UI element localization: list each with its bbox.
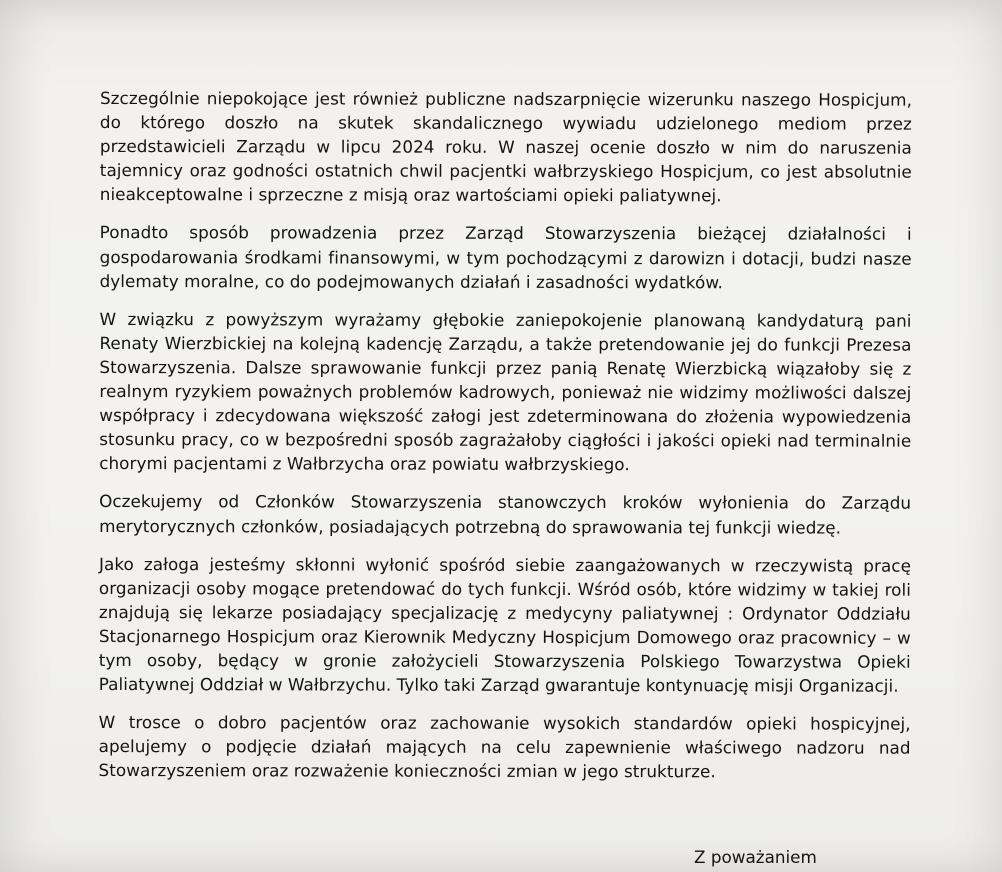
paragraph-finances: Ponadto sposób prowadzenia przez Zarząd Stowarzyszenia bieżącej działalności i gospodarowania środkami finansowymi, w tym pochodzącymi z darowizn i dotacji, budzi nasze dylematy moralne, co do podejmowanych działań i zasadności wydatków.: [99, 222, 912, 292]
paragraph-candidacy-concern: W związku z powyższym wyrażamy głębokie zaniepokojenie planowaną kandydaturą pani Renaty Wierzbickiej na kolejną kadencję Zarządu, a także pretendowanie jej do funkcji Prezesa Stowarzyszenia. Dalsze sprawowanie funkcji przez panią Renatę Wierzbicką wiązałoby się z realnym ryzykiem poważnych problemów kadrowych, ponieważ nie widzimy możliwości dalszej współpracy i zdecydowana większość załogi jest zdeterminowana do złożenia wypowiedzenia stosunku pracy, co w bezpośredni sposób zagrażałoby ciągłości i jakości opieki nad terminalnie chorymi pacjentami z Wałbrzycha oraz powiatu wałbrzyskiego.: [99, 308, 912, 475]
paragraph-appeal: W trosce o dobro pacjentów oraz zachowanie wysokich standardów opieki hospicyjnej, apelujemy o podjęcie działań mających na celu zapewnienie właściwego nadzoru nad Stowarzyszeniem oraz rozważenie konieczności zmian w jego strukturze.: [98, 712, 911, 782]
paragraph-public-image: Szczególnie niepokojące jest również publiczne nadszarpnięcie wizerunku naszego Hospicjum, do którego doszło na skutek skandalicznego wywiadu udzielonego mediom przez przedstawicieli Zarządu w lipcu 2024 roku. W naszej ocenie doszło w nim do naruszenia tajemnicy oraz godności ostatnich chwil pacjentki wałbrzyskiego Hospicjum, co jest absolutnie nieakceptowalne i sprzeczne z misją oraz wartościami opieki paliatywnej.: [99, 87, 912, 206]
letter-body: [99, 86, 912, 784]
closing-salutation: Z poważaniem: [694, 847, 817, 867]
paragraph-expectations: Oczekujemy od Członków Stowarzyszenia stanowczych kroków wyłonienia do Zarządu merytorycznych członków, posiadających potrzebną do sprawowania tej funkcji wiedzę.: [99, 491, 912, 538]
paragraph-staff-proposal: Jako załoga jesteśmy skłonni wyłonić spośród siebie zaangażowanych w rzeczywistą pracę organizacji osoby mogące pretendować do tych funkcji. Wśród osób, które widzimy w takiej roli znajdują się lekarze posiadający specjalizację z medycyny paliatywnej : Ordynator Oddziału Stacjonarnego Hospicjum oraz Kierownik Medyczny Hospicjum Domowego oraz pracownicy – w tym osoby, będący w gronie założycieli Stowarzyszenia Polskiego Towarzystwa Opieki Paliatywnej Oddział w Wałbrzychu. Tylko taki Zarząd gwarantuje kontynuację misji Organizacji.: [98, 553, 912, 696]
